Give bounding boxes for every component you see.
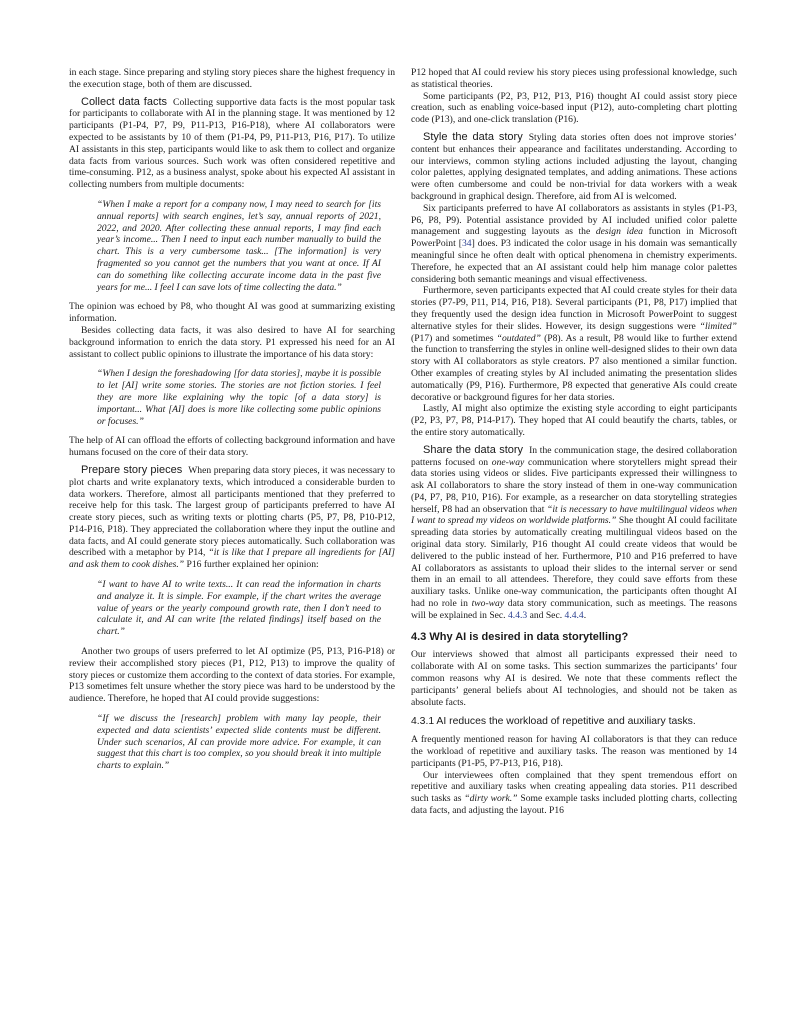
- paragraph: The help of AI can offload the efforts of collecting background information and have humans focused on the core of their data story.: [69, 435, 395, 459]
- style-paragraph: Style the data story Styling data stories often does not improve stories’ content but enhances their appearance and facilitates understanding. According to our interviews, common styling actions included adjusting the layout, changing color palettes, applying designated templates, and adding animations. These actions were often cumbersome and could be non-trivial for data workers with a weak background in graphical design. Therefore, aid from AI is welcomed.: [411, 130, 737, 202]
- section-heading: 4.3 Why AI is desired in data storytelling?: [411, 630, 629, 643]
- paragraph: Our interviews showed that almost all participants expressed their need to collaborate with AI on some tasks. This section summarizes the participants’ four common reasons why AI is desired. We note that these comments reflect the participants’ general beliefs about AI technologies, and should not be taken as absolute facts.: [411, 649, 737, 708]
- quote-block: “I want to have AI to write texts... It can read the information in charts and analyze it. It is simple. For example, if the chart writes the average value of years or the yearly compound growth rate, then I don’t need to calculate it, and AI can write [the related findings] itself based on the chart.”: [97, 579, 381, 638]
- prepare-paragraph: Prepare story pieces When preparing data story pieces, it was necessary to plot charts and write explanatory texts, which introduced a considerable burden to data workers. Therefore, almost all participants mentioned that they preferred to receive help for this task. The largest group of participants preferred to have AI create story pieces, such as writing texts or plotting charts (P5, P7, P8, P10-P12, P14-P16, P18). They appreciated the collaboration where they input the outline and data facts, and AI could generate story pieces automatically. Such collaboration was described with a metaphor by P14, “it is like that I prepare all ingredients for [AI] and ask them to cook dishes.” P16 further explained her opinion:: [69, 463, 396, 571]
- right-column: [411, 67, 737, 817]
- paragraph: Some participants (P2, P3, P12, P13, P16) thought AI could assist story piece creation, such as enabling voice-based input (P12), auto-completing chart plotting code (P13), and one-click translation (P16).: [411, 90, 737, 126]
- paragraph: Furthermore, seven participants expected that AI could create styles for their data stories (P7-P9, P11, P14, P16, P18). Several participants (P1, P8, P17) implied that they frequently used the design idea function in Microsoft PowerPoint to suggest alternative styles for their slides. However, its design suggestions were “limited” (P17) and sometimes “outdated” (P8). As a result, P8 would like to further extend the function to transferring the styles in online well-designed slides to their own data story with AI collaborators as style creators. P7 also mentioned a similar function. Other examples of creating styles by AI included animating the presentation slides automatically (P9, P16). Furthermore, P8 expected that generative AIs could create decorative or background figures for her data stories.: [411, 285, 738, 403]
- paragraph: Another two groups of users preferred to let AI optimize (P5, P13, P16-P18) or review their accomplished story pieces (P1, P12, P13) to improve the quality of story pieces or customize them according to the context of data stories. For example, P13 sometimes felt unsure whether the story piece was hard to be understood by the audience. Therefore, he hoped that AI could provide suggestions:: [69, 646, 395, 705]
- paragraph: in each stage. Since preparing and styling story pieces share the highest frequency in the execution stage, both of them are discussed.: [69, 67, 395, 90]
- left-column: [69, 67, 395, 780]
- paragraph: Besides collecting data facts, it was also desired to have AI for searching background information to enrich the data story. P1 expressed his need for an AI assistant to collect public opinions to illustrate the importance of his data story:: [69, 324, 395, 360]
- quote-block: “When I make a report for a company now, I may need to search for [its annual reports] with search engines, let’s say, annual reports of 2021, 2022, and 2020. After collecting these annual reports, I may find each year’s income... Then I need to input each number manually to build the chart. This is a very cumbersome task... [The information] is very fragmented so you cannot get the numbers that you want at once. If AI can do something like collecting accurate income data in the past five years for me... I feel I can save lots of time collecting the data.”: [97, 198, 381, 293]
- quote-block: “When I design the foreshadowing [for data stories], maybe it is possible to let [AI] write some stories. The stories are not fiction stories. I feel they are more like explaining why the topic [of a data story] is important... What [AI] does is more like collecting some public opinions or focuses.”: [97, 368, 381, 427]
- paragraph: Six participants preferred to have AI collaborators as assistants in styles (P1-P3, P6, P8, P9). Potential assistance provided by AI included unified color palette management and suggesting layouts as the design idea function in Microsoft PowerPoint [34] does. P3 indicated the color usage in his domain was semantically meaningful since he often dealt with optical phenomena in chemistry experiments. Therefore, he expected that an AI assistant could help him manage color palettes considering both semantic meanings and visual effectiveness.: [411, 202, 738, 285]
- section-link[interactable]: 4.4.3: [508, 609, 528, 621]
- style-heading: Style the data story: [423, 130, 523, 143]
- paragraph: A frequently mentioned reason for having AI collaborators is that they can reduce the workload of repetitive and auxiliary tasks. The reason was mentioned by 14 participants (P1-P5, P7-P13, P16, P18).: [411, 734, 737, 769]
- citation-link[interactable]: 34: [461, 238, 472, 250]
- collect-heading: Collect data facts: [81, 95, 168, 108]
- share-paragraph: Share the data story In the communication stage, the desired collaboration patterns focused on one-way communication where storytellers might spread their data stories using videos or slides. Five participants expressed their willingness to ask AI collaborators to share the story instead of them in one-way communication (P4, P7, P8, P10, P16). For example, as a researcher on data storytelling strategies herself, P8 had an observation that “it is necessary to have multilingual videos when I want to spread my videos on worldwide platforms.” She thought AI could facilitate spreading data stories by automatically creating multilingual videos based on the original data story. Similarly, P16 thought AI could create videos that would be delivered to the public instead of her. Furthermore, P10 and P16 preferred to have AI collaborators as assistants to upload their slides to the internal server or send them in an email to all attendees. Therefore, they could save efforts from these auxiliary tasks. Unlike one-way communication, the participants often thought AI had no role in two-way data story communication, such as meetings. The reasons will be explained in Sec. 4.4.3 and Sec. 4.4.4.: [411, 443, 738, 621]
- paragraph: P12 hoped that AI could review his story pieces using professional knowledge, such as statistical theories.: [411, 67, 737, 90]
- quote-block: “If we discuss the [research] problem with many lay people, their expected and data scientists’ expected slide contents must be different. Under such scenarios, AI can provide more advice. For example, it can suggest that this chart is too complex, so you should break it into multiple charts to explain.”: [97, 713, 381, 772]
- subsection-heading: 4.3.1 AI reduces the workload of repetitive and auxiliary tasks.: [411, 716, 696, 728]
- prepare-heading: Prepare story pieces: [81, 463, 183, 476]
- collect-paragraph: Collect data facts Collecting supportive data facts is the most popular task for participants to collaborate with AI in the planning stage. It was mentioned by 12 participants (P1-P4, P7, P9, P11-P13, P16-P18), where AI collaborators were expected to be assistants by 10 of them (P1-P4, P9, P11-P13, P16, P17). To utilize AI assistants in this step, participants would like to ask them to collect and organize data facts from various sources. Such work was often considered repetitive and time-consuming. P12, as a business analyst, spoke about his expected AI assistant in collecting numbers from multiple documents:: [69, 95, 395, 191]
- paragraph: Our interviewees often complained that they spent tremendous effort on repetitive and auxiliary tasks when creating appealing data stories. P11 described such tasks as “dirty work.” Some example tasks included plotting charts, collecting data facts, and adjusting the layout. P16: [411, 769, 737, 817]
- paragraph: The opinion was echoed by P8, who thought AI was good at summarizing existing information.: [69, 301, 395, 325]
- share-heading: Share the data story: [423, 443, 524, 456]
- paragraph: Lastly, AI might also optimize the existing style according to eight participants (P2, P3, P7, P8, P14-P17). They hoped that AI could beautify the charts, tables, or the entire story automatically.: [411, 403, 737, 438]
- section-link[interactable]: 4.4.4: [564, 609, 584, 621]
